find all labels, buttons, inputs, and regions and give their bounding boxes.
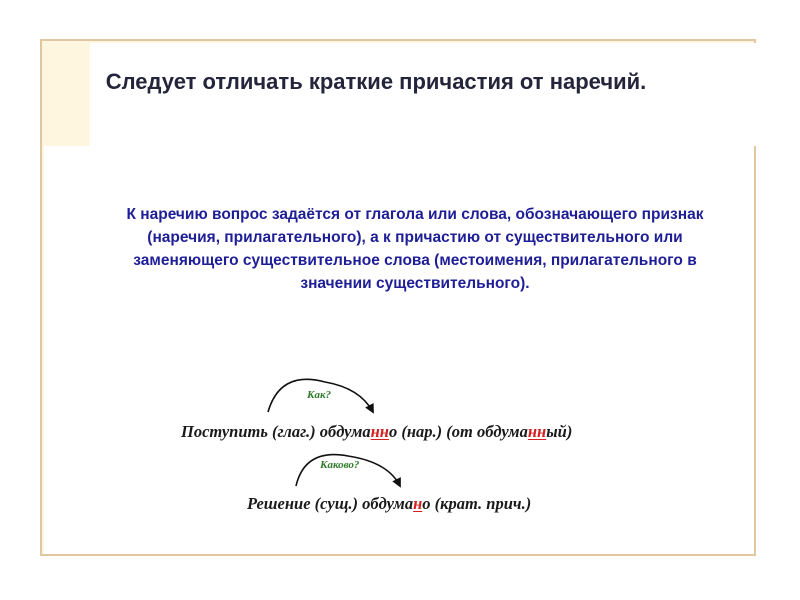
- example-adverb-highlight-1: нн: [370, 422, 389, 441]
- example-adverb-highlight-2: нн: [527, 422, 547, 441]
- example-participle-text-1: Решение (сущ.) обдума: [247, 494, 414, 513]
- question-kakovo-label: Каково?: [320, 459, 360, 471]
- example-participle-highlight: н: [413, 494, 423, 513]
- example-adverb-text-1: Поступить (глаг.) обдума: [181, 422, 371, 441]
- example-adverb-line: [181, 422, 572, 442]
- question-kak-label: Как?: [307, 389, 332, 401]
- rule-paragraph: К наречию вопрос задаётся от глагола или слова, обозначающего признак (наречия, прилагательного), а к причастию от существительного или заменяющего существительное слова (местоимения, прилагательного в значении существительного).: [126, 206, 704, 292]
- example-adverb-text-3: ый): [546, 422, 573, 441]
- page-title: Следует отличать краткие причастия от наречий.: [105, 69, 647, 94]
- example-participle-text-2: о (крат. прич.): [422, 494, 532, 513]
- example-adverb-text-2: о (нар.) (от обдума: [388, 422, 528, 441]
- example-participle-line: [247, 494, 531, 514]
- slide-frame: [40, 39, 756, 556]
